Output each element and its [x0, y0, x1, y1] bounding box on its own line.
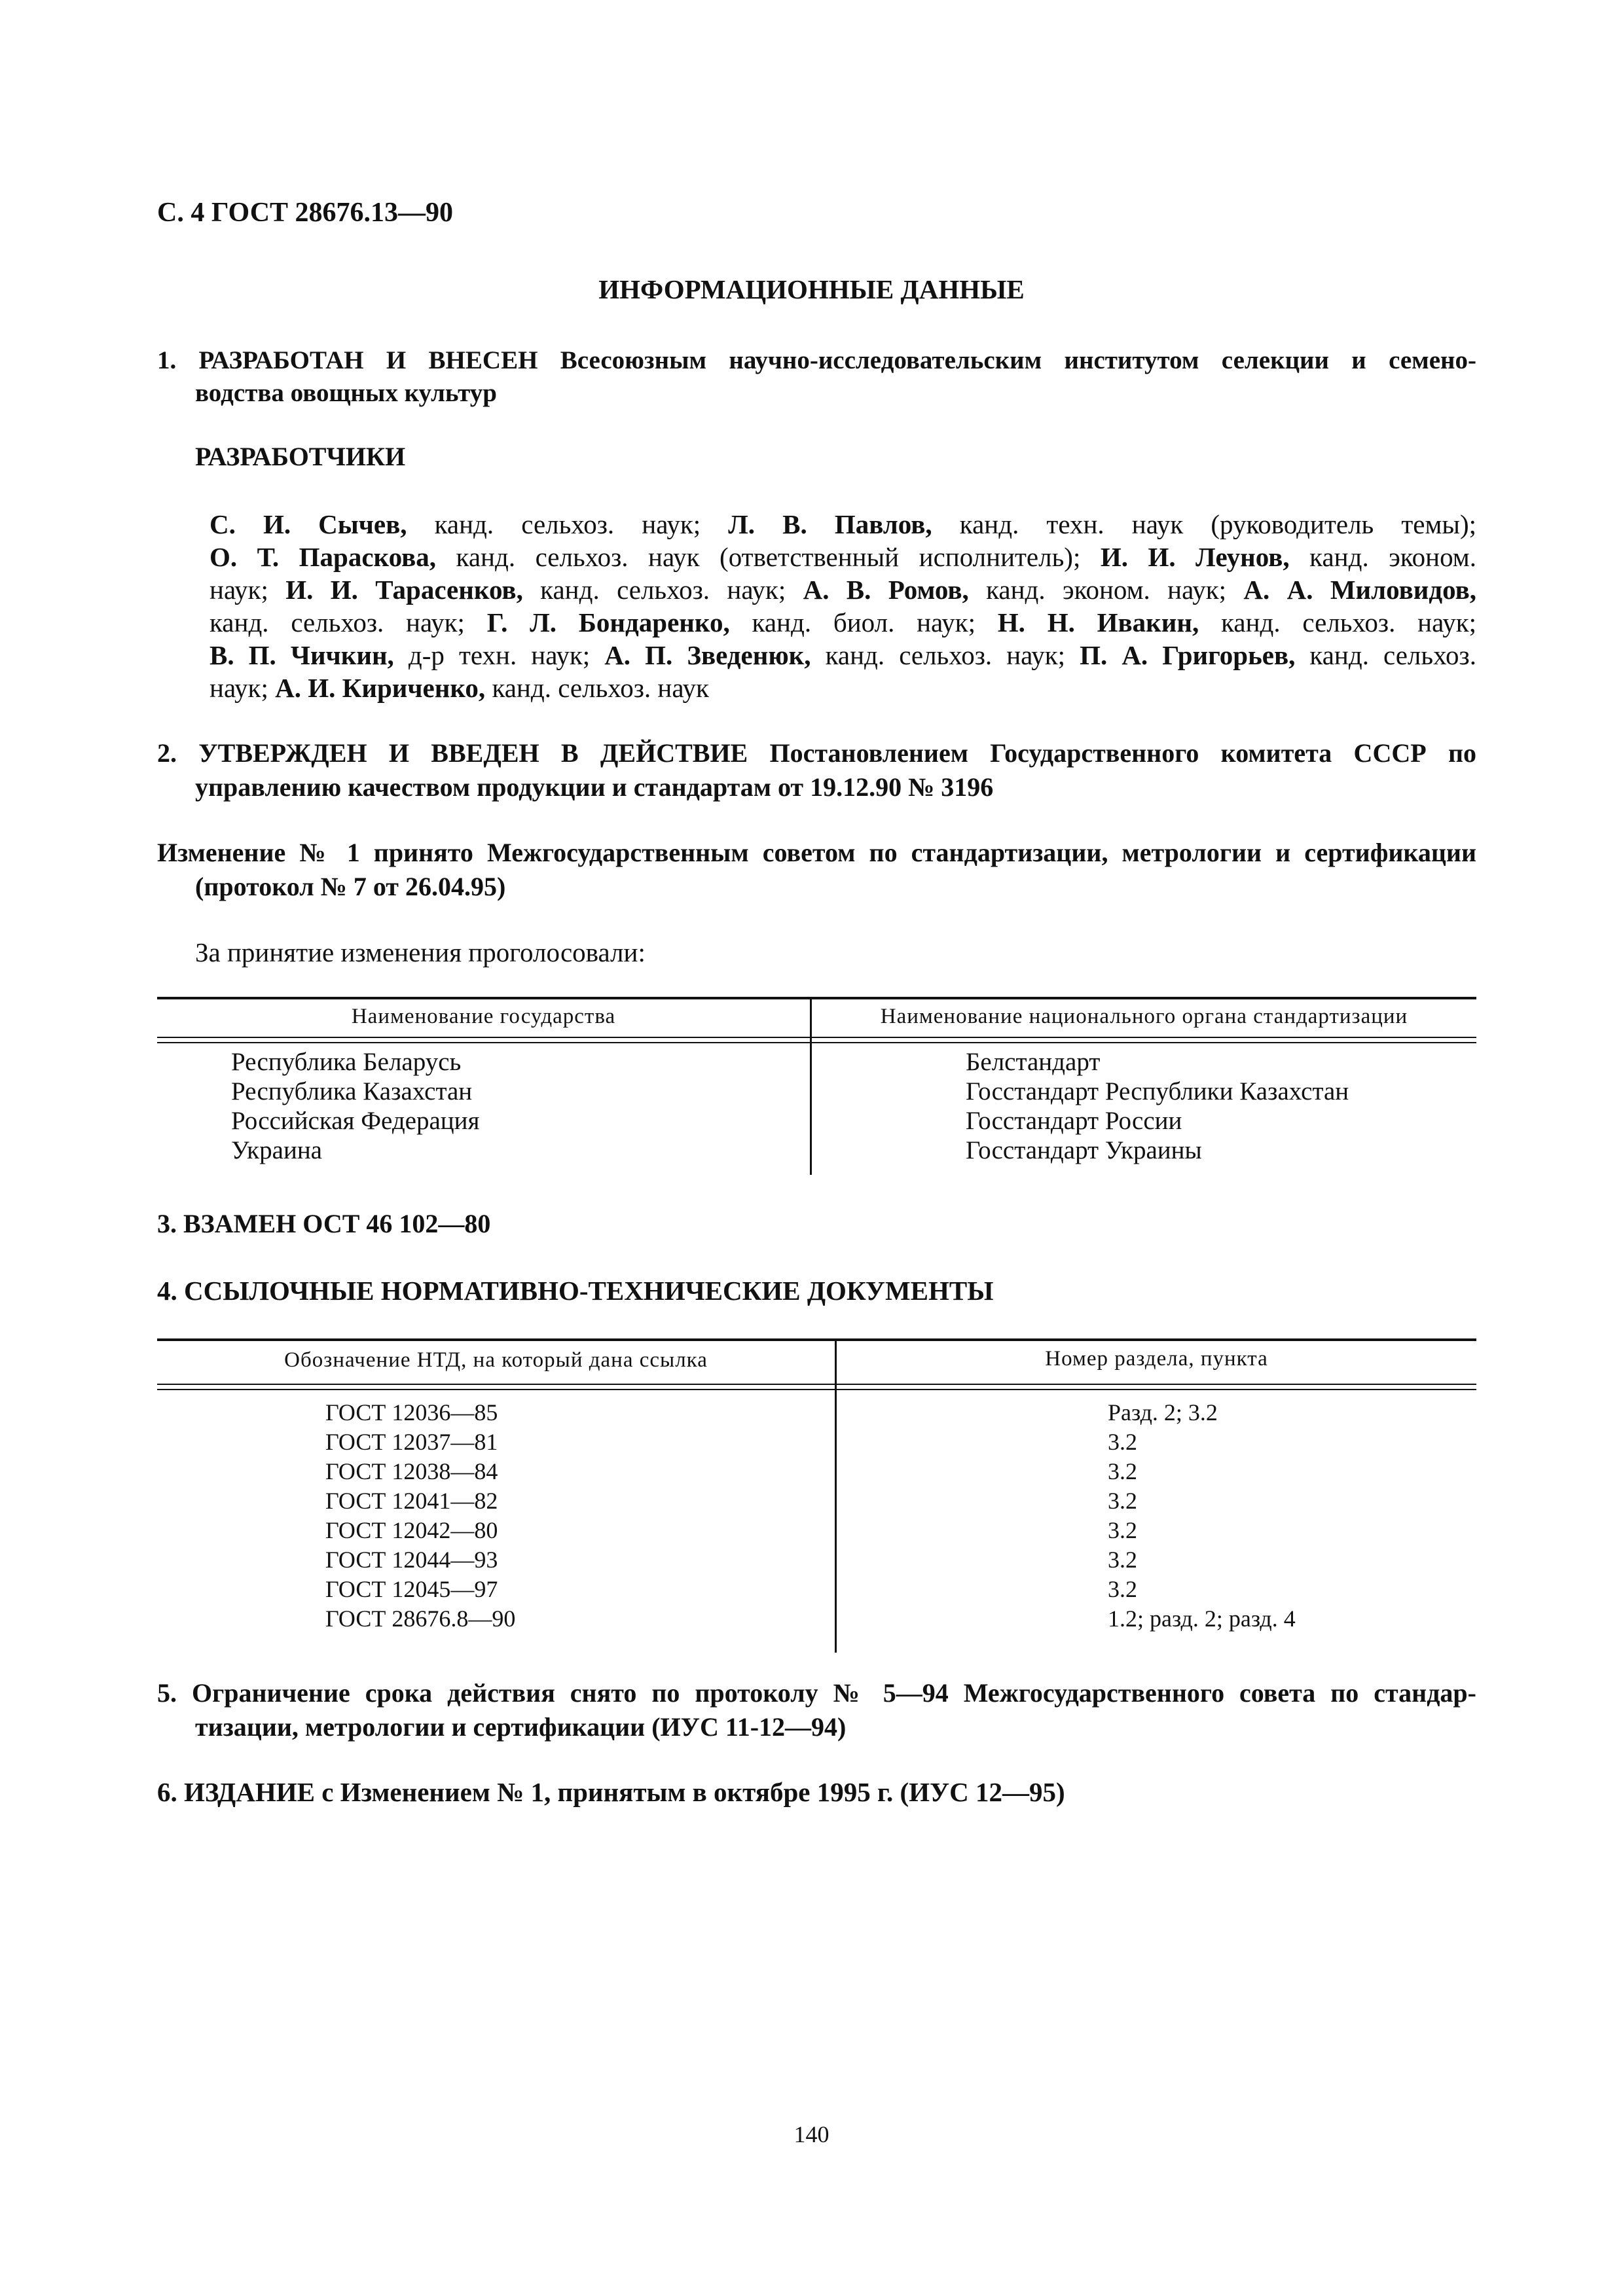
reference-document-cell: ГОСТ 12045—97 — [325, 1576, 498, 1602]
developer-name: О. Т. Параскова, — [210, 542, 437, 572]
section-4: 4. ССЫЛОЧНЫЕ НОРМАТИВНО-ТЕХНИЧЕСКИЕ ДОКУМЕНТЫ — [157, 1276, 994, 1306]
developers-list — [210, 508, 1476, 704]
page-number: 140 — [793, 2121, 830, 2147]
reference-section-cell: 3.2 — [1108, 1488, 1137, 1514]
developer-credentials: д-р техн. наук; — [393, 640, 605, 670]
reference-section-cell: 3.2 — [1108, 1547, 1137, 1573]
section-2-line-2: управлению качеством продукции и стандартам от 19.12.90 № 3196 — [195, 772, 994, 802]
developer-credentials: наук; — [210, 673, 276, 703]
voting-body-cell: Госстандарт Республики Казахстан — [966, 1077, 1349, 1105]
section-5-line-2: тизации, метрологии и сертификации (ИУС 11-12—94) — [195, 1712, 847, 1742]
section-5-line-1: 5. Ограничение срока действия снято по протоколу № 5—94 Межгосударственного совета по стандар- — [157, 1678, 1476, 1708]
developer-name: А. И. Кириченко, — [275, 673, 486, 703]
reference-section-cell: 3.2 — [1108, 1429, 1137, 1455]
table-rule — [157, 1384, 1476, 1385]
amendment-line-1: Изменение № 1 принято Межгосударственным советом по стандартизации, метрологии и сертификации — [157, 838, 1476, 867]
developers-line — [210, 573, 1476, 606]
voting-state-cell: Российская Федерация — [231, 1107, 480, 1135]
running-header: С. 4 ГОСТ 28676.13—90 — [157, 198, 454, 228]
developer-credentials: канд. эконом. наук; — [968, 575, 1244, 605]
voting-state-cell: Республика Беларусь — [231, 1048, 462, 1076]
section-6: 6. ИЗДАНИЕ с Изменением № 1, принятым в октябре 1995 г. (ИУС 12—95) — [157, 1777, 1065, 1807]
developer-credentials: канд. сельхоз. наук — [485, 673, 709, 703]
developer-name: С. И. Сычев, — [210, 509, 407, 539]
reference-document-cell: ГОСТ 12037—81 — [325, 1429, 498, 1455]
voting-body-cell: Белстандарт — [966, 1048, 1101, 1076]
reference-document-cell: ГОСТ 12042—80 — [325, 1517, 498, 1543]
developer-credentials: канд. сельхоз. наук; — [811, 640, 1080, 670]
developer-name: Г. Л. Бондаренко, — [486, 607, 730, 637]
developer-credentials: канд. сельхоз. наук; — [210, 607, 487, 637]
table-rule — [157, 997, 1476, 999]
voting-state-cell: Республика Казахстан — [231, 1077, 473, 1105]
reference-section-cell: 3.2 — [1108, 1458, 1137, 1484]
developer-credentials: канд. сельхоз. наук; — [407, 509, 729, 539]
developers-line — [210, 508, 1476, 541]
developers-line — [210, 639, 1476, 672]
voting-header-body: Наименование национального органа стандартизации — [880, 1005, 1408, 1028]
developer-credentials: канд. эконом. — [1289, 542, 1476, 572]
references-header-document: Обозначение НТД, на который дана ссылка — [284, 1348, 708, 1372]
developer-name: В. П. Чичкин, — [210, 640, 394, 670]
voting-header-state: Наименование государства — [351, 1005, 616, 1028]
table-rule — [157, 1389, 1476, 1390]
developers-line — [210, 541, 1476, 573]
developer-name: Н. Н. Ивакин, — [997, 607, 1199, 637]
table-rule — [157, 1037, 1476, 1038]
table-divider — [835, 1338, 837, 1653]
section-3: 3. ВЗАМЕН ОСТ 46 102—80 — [157, 1209, 491, 1238]
voting-body-cell: Госстандарт России — [966, 1107, 1182, 1135]
table-rule — [157, 1338, 1476, 1341]
developer-name: П. А. Григорьев, — [1080, 640, 1296, 670]
section-1-line-2: водства овощных культур — [195, 379, 497, 407]
section-1-line-1: 1. РАЗРАБОТАН И ВНЕСЕН Всесоюзным научно-исследовательским институтом селекции и семено- — [157, 346, 1476, 374]
section-2-line-1: 2. УТВЕРЖДЕН И ВВЕДЕН В ДЕЙСТВИЕ Постановлением Государственного комитета СССР по — [157, 738, 1476, 768]
reference-document-cell: ГОСТ 12041—82 — [325, 1488, 498, 1514]
reference-section-cell: 1.2; разд. 2; разд. 4 — [1108, 1605, 1296, 1632]
developer-credentials: наук; — [210, 575, 286, 605]
developer-credentials: канд. сельхоз. — [1295, 640, 1476, 670]
reference-section-cell: 3.2 — [1108, 1576, 1137, 1602]
developer-credentials: канд. техн. наук (руководитель темы); — [932, 509, 1476, 539]
developer-name: А. А. Миловидов, — [1243, 575, 1476, 605]
developer-credentials: канд. сельхоз. наук; — [1199, 607, 1477, 637]
reference-document-cell: ГОСТ 28676.8—90 — [325, 1605, 516, 1632]
developer-name: А. В. Ромов, — [803, 575, 969, 605]
developer-name: Л. В. Павлов, — [728, 509, 932, 539]
developer-credentials: канд. сельхоз. наук (ответственный исполнитель); — [436, 542, 1101, 572]
voting-body-cell: Госстандарт Украины — [966, 1136, 1202, 1164]
developer-credentials: канд. сельхоз. наук; — [522, 575, 803, 605]
developers-heading: РАЗРАБОТЧИКИ — [195, 442, 406, 471]
reference-document-cell: ГОСТ 12038—84 — [325, 1458, 498, 1484]
page-title: ИНФОРМАЦИОННЫЕ ДАННЫЕ — [598, 274, 1025, 304]
amendment-line-2: (протокол № 7 от 26.04.95) — [195, 872, 506, 901]
reference-document-cell: ГОСТ 12036—85 — [325, 1399, 498, 1426]
reference-section-cell: Разд. 2; 3.2 — [1108, 1399, 1218, 1426]
table-rule — [157, 1042, 1476, 1043]
reference-section-cell: 3.2 — [1108, 1517, 1137, 1543]
voting-state-cell: Украина — [231, 1136, 322, 1164]
developer-credentials: канд. биол. наук; — [729, 607, 998, 637]
developers-line — [210, 672, 1476, 704]
developer-name: А. П. Зведенюк, — [604, 640, 811, 670]
voted-text: За принятие изменения проголосовали: — [195, 937, 646, 967]
developer-name: И. И. Леунов, — [1100, 542, 1290, 572]
developers-line — [210, 606, 1476, 639]
references-header-section: Номер раздела, пункта — [1045, 1347, 1268, 1371]
reference-document-cell: ГОСТ 12044—93 — [325, 1547, 498, 1573]
developer-name: И. И. Тарасенков, — [285, 575, 523, 605]
